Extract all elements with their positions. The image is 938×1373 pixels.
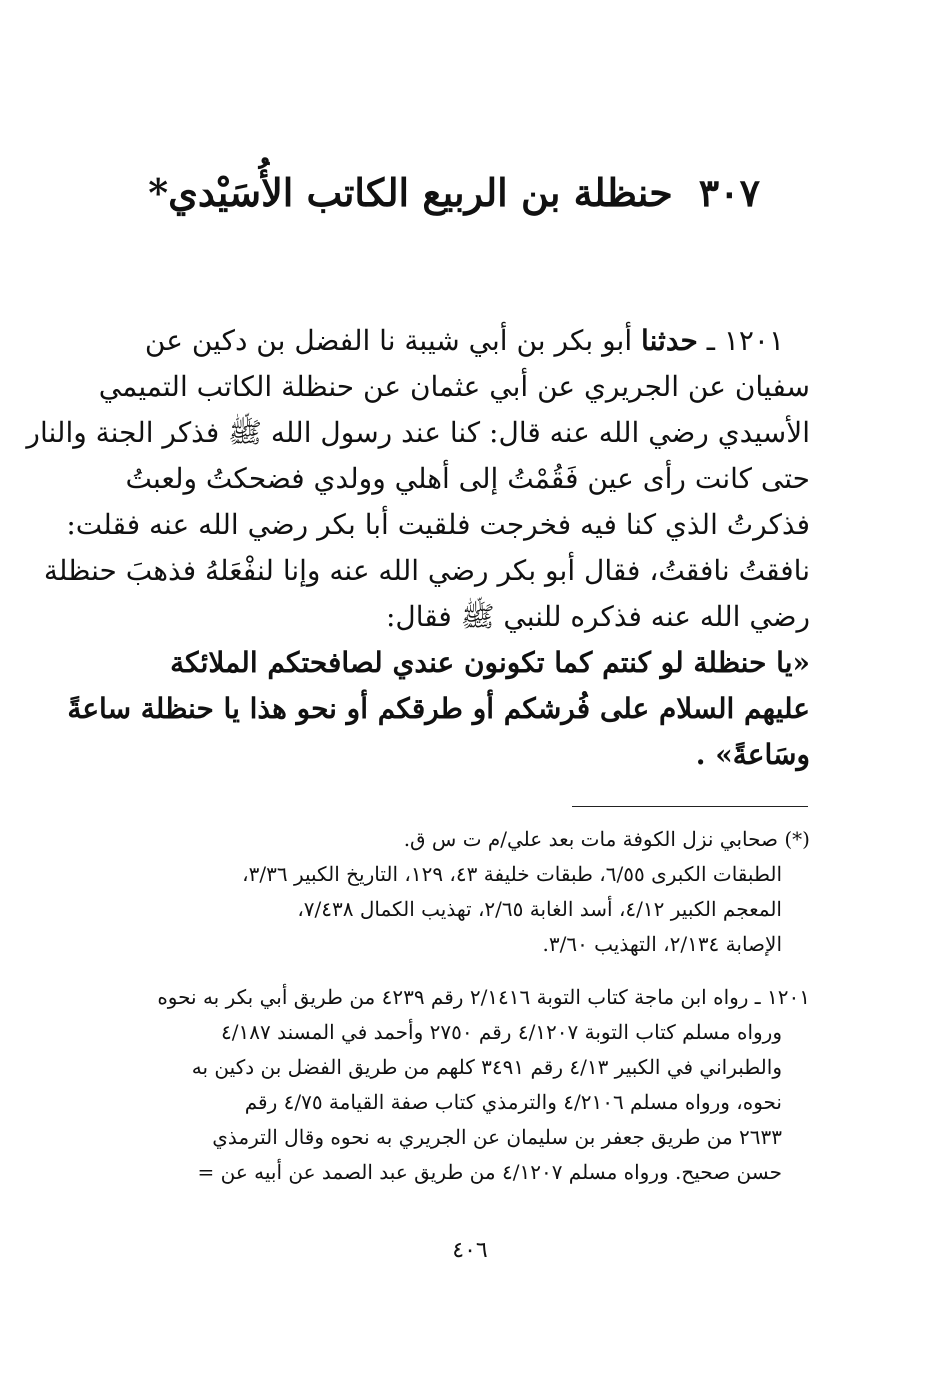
hadith-line-2: سفيان عن الجريري عن أبي عثمان عن حنظلة الكاتب التميمي [98, 370, 810, 403]
footnote-line: ٢٦٣٣ من طريق جعفر بن سليمان عن الجريري به نحوه وقال الترمذي [212, 1125, 782, 1149]
page-number: ٤٠٦ [452, 1238, 488, 1263]
prophetic-quote [67, 640, 810, 778]
footnote-line: ورواه مسلم كتاب التوبة ٤/١٢٠٧ رقم ٢٧٥٠ وأحمد في المسند ٤/١٨٧ [221, 1020, 782, 1044]
hadith-text [26, 318, 810, 778]
footnote-line: الطبقات الكبرى ٦/٥٥، طبقات خليفة ٤٣، ١٢٩، التاريخ الكبير ٣/٣٦، [242, 862, 782, 886]
hadith-line-7: رضي الله عنه فذكره للنبي ﷺ فقال: [385, 600, 810, 633]
footnote-line: والطبراني في الكبير ٤/١٣ رقم ٣٤٩١ كلهم من طريق الفضل بن دكين به [191, 1055, 782, 1079]
footnote-line: نحوه، ورواه مسلم ٤/٢١٠٦ والترمذي كتاب صفة القيامة ٤/٧٥ رقم [244, 1090, 782, 1114]
biography-heading [148, 168, 760, 218]
hadith-line-1 [134, 318, 810, 364]
biography-footnote [134, 822, 810, 962]
footnote-line: حسن صحيح. ورواه مسلم ٤/١٢٠٧ من طريق عبد الصمد عن أبيه عن = [197, 1160, 782, 1184]
footnote-separator [572, 806, 808, 807]
hadith-line-3: الأسيدي رضي الله عنه قال: كنا عند رسول الله ﷺ فذكر الجنة والنار [26, 416, 810, 449]
hadith-line-1-text: أبو بكر بن أبي شيبة نا الفضل بن دكين عن [144, 324, 642, 357]
hadith-line-4: حتى كانت رأى عين فَقُمْتُ إلى أهلي وولدي فضحكتُ ولعبتُ [125, 462, 810, 495]
hadith-lead-word: حدثنا [641, 324, 698, 357]
hadith-line-5: فذكرتُ الذي كنا فيه فخرجت فلقيت أبا بكر رضي الله عنه فقلت: [66, 508, 810, 541]
hadith-number: ١٢٠١ ـ [697, 324, 784, 357]
footnote-line: ١٢٠١ ـ رواه ابن ماجة كتاب التوبة ٢/١٤١٦ رقم ٤٢٣٩ من طريق أبي بكر به نحوه [157, 985, 810, 1009]
biography-name: حنظلة بن الربيع الكاتب الأُسَيْدي* [148, 170, 673, 215]
quote-line-1: «يا حنظلة لو كنتم كما تكونون عندي لصافحتكم الملائكة [170, 646, 810, 679]
hadith-footnote [134, 980, 810, 1190]
footnote-line: الإصابة ٢/١٣٤، التهذيب ٣/٦٠. [542, 932, 782, 956]
quote-line-2: عليهم السلام على فُرشكم أو طرقكم أو نحو هذا يا حنظلة ساعةً [67, 692, 810, 725]
footnotes [134, 822, 810, 1190]
biography-number: ٣٠٧ [698, 170, 760, 215]
hadith-line-6: نافقتُ نافقتُ، فقال أبو بكر رضي الله عنه وإنا لنفْعَلهُ فذهبَ حنظلة [43, 554, 810, 587]
footnote-line: المعجم الكبير ٤/١٢، أسد الغابة ٢/٦٥، تهذيب الكمال ٧/٤٣٨، [297, 897, 782, 921]
footnote-line: (*) صحابي نزل الكوفة مات بعد علي/م ت س ق. [403, 827, 810, 851]
quote-line-3: وسَاعةً» . [695, 738, 810, 771]
